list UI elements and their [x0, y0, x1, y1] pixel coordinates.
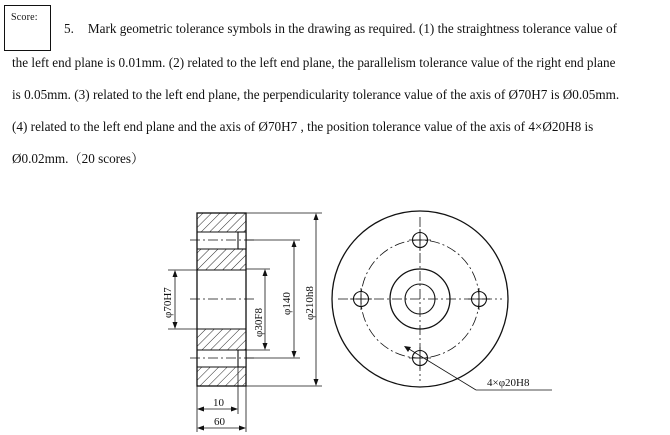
dim-outer-label: φ210h8: [304, 286, 316, 320]
question-text-1: Mark geometric tolerance symbols in the drawing as required. (1) the straightness tolerance value of: [87, 21, 618, 36]
hatch-bottom-outer: [197, 367, 246, 386]
hatch-top-mid: [197, 249, 246, 270]
question-line-5: Ø0.02mm.（20 scores）: [12, 151, 145, 166]
hatch-bottom-mid: [197, 329, 246, 350]
dim-length-label: 60: [214, 416, 225, 428]
hole-leader: [404, 346, 552, 390]
front-view: [332, 211, 508, 387]
question-number: 5.: [64, 21, 74, 36]
question-line-3: is 0.05mm. (3) related to the left end plane, the perpendicularity tolerance value of the axis of Ø70H7 is Ø0.05mm.: [12, 87, 620, 102]
question-line-4: (4) related to the left end plane and the axis of Ø70H7 , the position tolerance value of the axis of 4×Ø20H8 is: [12, 119, 594, 134]
question-line-2: the left end plane is 0.01mm. (2) related to the left end plane, the parallelism tolerance value of the right end plane: [12, 55, 616, 70]
hatch-top-outer: [197, 213, 246, 232]
score-label: Score:: [11, 12, 38, 23]
bottom-counterbore: [238, 350, 246, 367]
hole-callout: 4×φ20H8: [487, 377, 530, 389]
dim-bore-label: φ70H7: [162, 287, 174, 318]
dim-step-label: 10: [213, 397, 224, 409]
section-view: [190, 213, 254, 386]
dim-counterbore-label: φ30F8: [253, 308, 265, 337]
dim-pitch-label: φ140: [281, 292, 293, 315]
top-counterbore: [238, 232, 246, 249]
